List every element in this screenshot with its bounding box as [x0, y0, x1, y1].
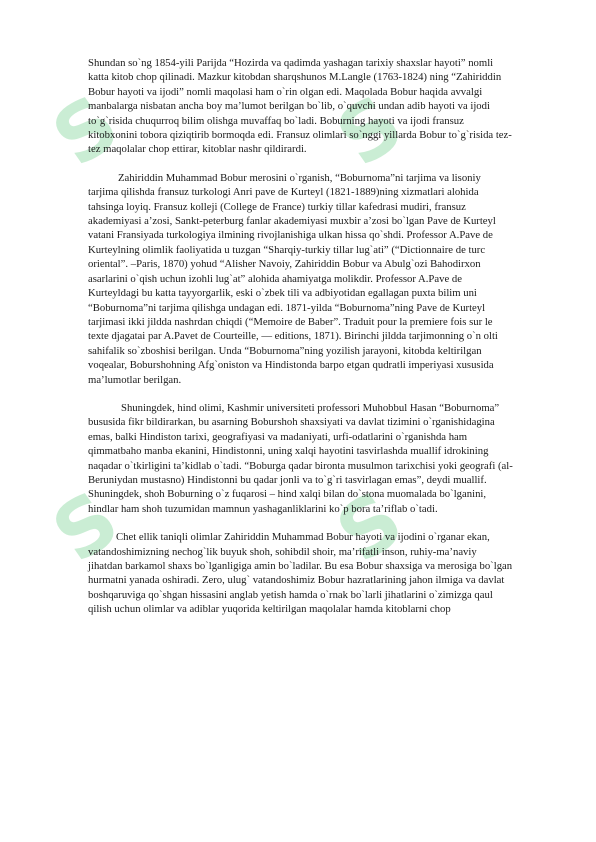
watermark-logo: S: [321, 77, 421, 185]
watermark-logo: S: [37, 473, 137, 581]
document-body: [88, 56, 513, 631]
paragraph-2: Zahiriddin Muhammad Bobur merosini o`rganish, “Boburnoma”ni tarjima va lisoniy tarjima qilishda fransuz turkologi Anri pave de Kurteyl (1821-1889)ning xizmatlari alohida tahsinga loyiq. Fransuz kolleji (College de France) turkiy tillar kafedrasi mudiri, fransuz akademiyasi a’zosi, Sankt-peterburg fanlar akademiyasi muxbir a’zosi bo`lgan Pave de Kurteyl vatani Fransiyada turkologiya ilmining rivojlanishiga ulkan hissa qo`shdi. Professor A.Pave de Kurteylning olimlik faoliyatida u tuzgan “Sharqiy-turkiy tillar lug`ati” (“Dictionnaire de turc oriental”. –Paris, 1870) yohud “Alisher Navoiy, Zahiriddin Bobur va Abulg`ozi Bahodirxon asarlarini o`qish uchun izohli lug`at” alohida ahamiyatga molikdir. Professor A.Pave de Kurteyldagi bu katta tayyorgarlik, eski o`zbek tili va adbiyotidan egallagan puxta bilim uni “Boburnoma”ni tarjima qilishga undagan edi. 1871-yilda “Boburnoma”ning Pave de Kurteyl tarjimasi ikki jildda nashrdan chiqdi (“Memoire de Baber”. Traduit pour la premiere fois sur le texte djagatai par A.Pavet de Courteille, — editions, 1871). Birinchi jildda tarjimonning o`n olti sahifalik so`zboshisi berilgan. Unda “Boburnoma”ning yozilish jarayoni, kitobda keltirilgan voqealar, Boburshohning Afg`oniston va Hindistonda barpo etgan qudratli imperiyasi xususida ma’lumotlar berilgan.: [88, 171, 498, 386]
paragraph-3: Shuningdek, hind olimi, Kashmir universiteti professori Muhobbul Hasan “Boburnoma” bususida fikr bildirarkan, bu asarning Boburshoh shaxsiyati va davlat tizimini o`rganishidagina emas, balki Hindiston tarixi, geografiyasi va madaniyati, urfi-odatlarini o`rganishda ham qimmatbaho manba ekanini, Hindistonni, uning xalqi hayotini tasvirlashda muallif idrokining naqadar o`tkirligini ta’kidlab o`tadi. “Boburga qadar bironta musulmon tarixchisi yoki geografi (al-Beruniydan mustasno) Hindistonni bu qadar jonli va to`g`ri tasvirlagan emas”, deydi muallif. Shuningdek, shoh Boburning o`z fuqarosi – hind xalqi bilan do`stona muomalada bo`lganini, hindlar ham shoh tuzumidan mamnun yashaganliklarini ko`p bora ta’riflab o`tadi.: [88, 401, 513, 515]
paragraph-4: Chet ellik taniqli olimlar Zahiriddin Muhammad Bobur hayoti va ijodini o`rganar ekan, vatandoshimizning nechog`lik buyuk shoh, sohibdil shoir, ma’rifatli inson, ruhiy-ma’naviy jihatdan barkamol shaxs bo`lganligiga amin bo`ladilar. Bu esa Bobur shaxsiga va merosiga bo`lgan hurmatni yanada oshiradi. Zero, ulug` vatandoshimiz Bobur hazratlarining jahon ilmiga va davlat boshqaruviga qo`shgan hissasini anglab yetish hamda o`rnak bo`larli jihatlarini o`zimizga qaul qilish uchun olimlar va adiblar yuqorida keltirilgan maqolalar hamda kitoblarni chop: [88, 531, 513, 616]
watermark-logo: S: [321, 473, 421, 581]
paragraph-1: Shundan so`ng 1854-yili Parijda “Hozirda va qadimda yashagan tarixiy shaxslar hayoti” nomli katta kitob chop qilinadi. Mazkur kitobdan sharqshunos M.Langle (1763-1824) ning “Zahiriddin Bobur hayoti va ijodi” nomli maqolasi ham o`rin olgan edi. Maqolada Bobur haqida avvalgi manbalarga nisbatan ancha boy ma’lumot berilgan bo`lib, o`quvchi undan adib hayoti va ijodi to`g`risida chuqurroq bilim olishga muvaffaq bo`ladi. Boburning hayoti va ijodi fransuz kitobxonini tobora qiziqtirib bormoqda edi. Fransuz olimlari so`nggi yillarda Bobur to`g`risida tez-tez maqolalar chop ettirar, kitoblar nashr qildirardi.: [88, 57, 512, 156]
watermark-logo: S: [37, 77, 137, 185]
